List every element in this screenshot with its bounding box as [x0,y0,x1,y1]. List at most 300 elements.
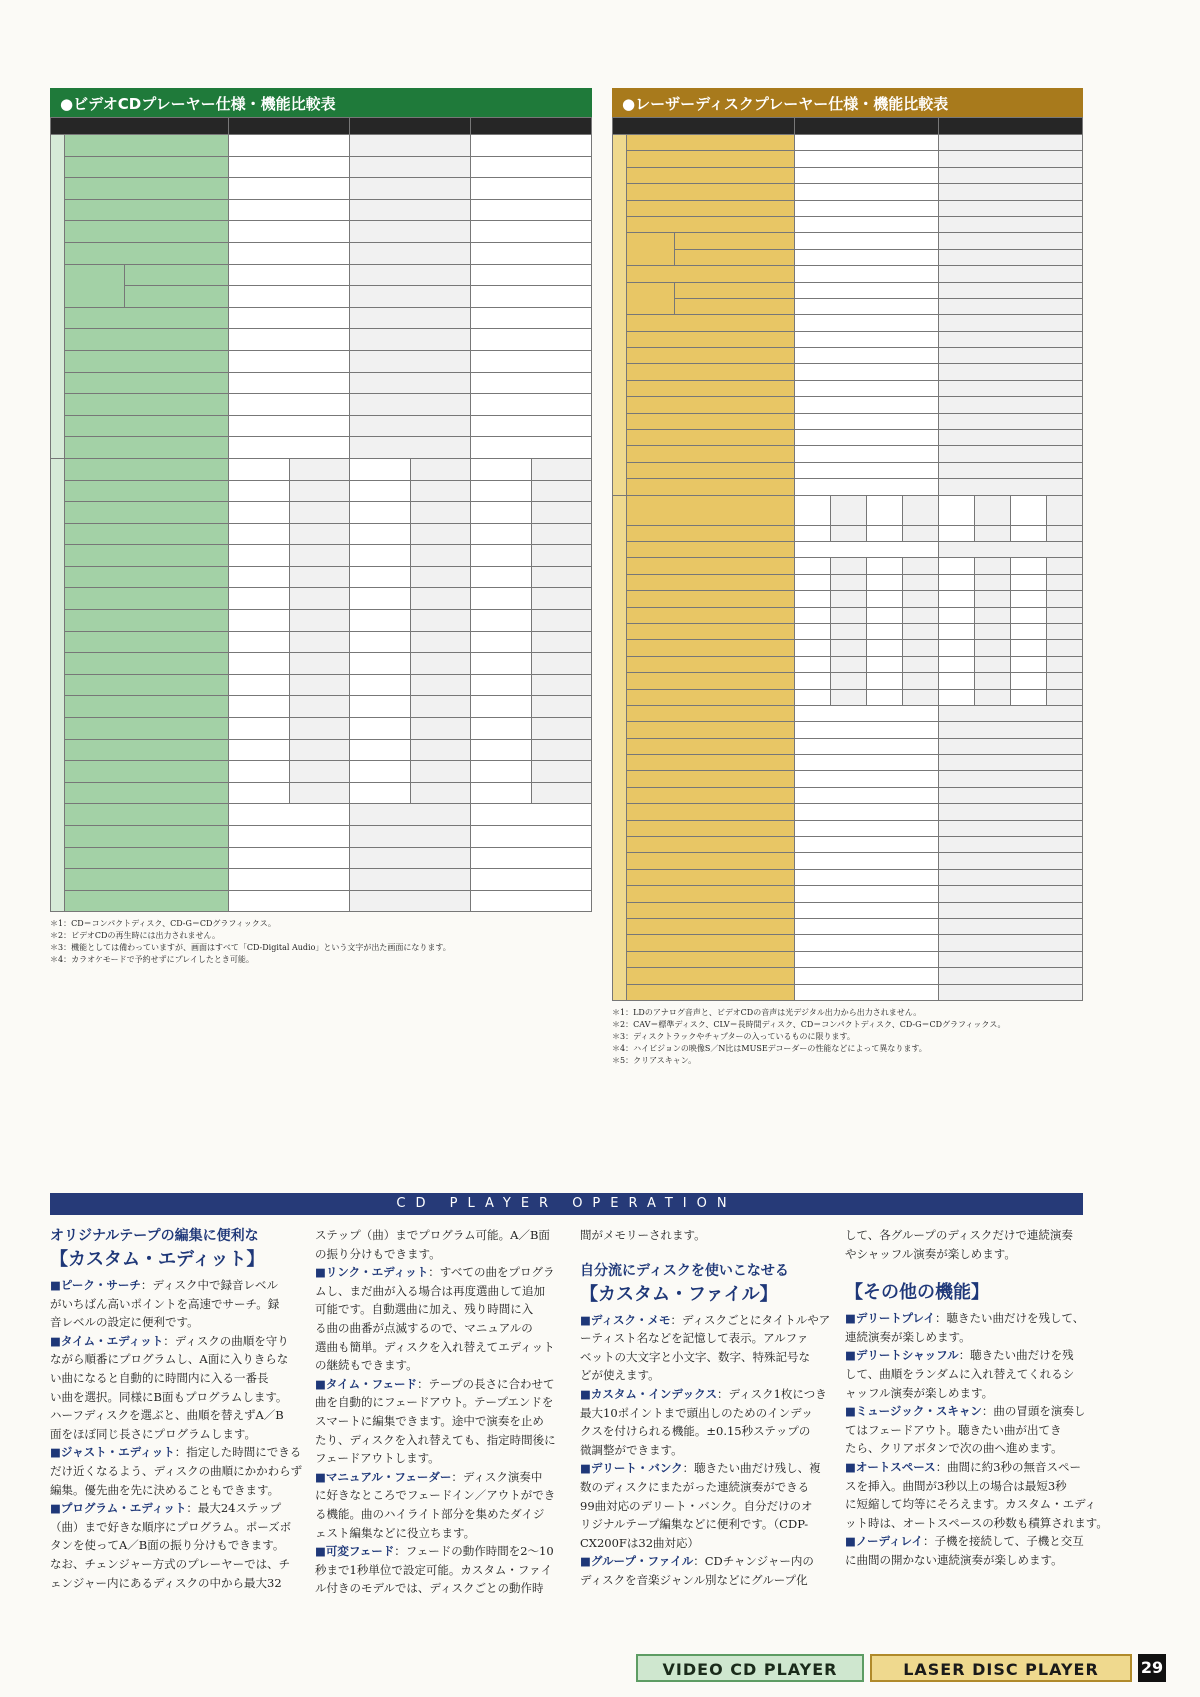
format-column [975,495,1011,525]
value-cell [795,804,939,820]
body-line: リジナルテープ編集などに便利です。（CDP- [580,1517,809,1532]
value-cell [903,574,939,590]
value-cell [350,350,471,372]
value-cell [795,151,939,167]
table-row [51,264,592,286]
value-cell [471,653,532,675]
row-label [627,266,795,282]
row-label [65,826,229,848]
value-cell [289,782,350,804]
value-cell [410,718,471,740]
value-cell [471,631,532,653]
feature-line [315,1263,555,1282]
row-label [627,673,795,689]
value-cell [939,167,1083,183]
row-label [627,689,795,705]
format-column [229,458,290,480]
table-row [613,200,1083,216]
row-label [65,221,229,243]
value-cell [795,331,939,347]
table-row [51,118,592,135]
value-cell [939,951,1083,967]
value-cell [939,479,1083,495]
feature-name: ■グループ・ファイル [580,1554,694,1569]
ld-comparison-panel [612,88,1083,1067]
vcd-comparison-panel [50,88,592,966]
row-label [627,135,795,151]
spacer [580,1245,820,1261]
feature-text: ：曲の冒頭を演奏し [981,1404,1086,1419]
value-cell [350,610,411,632]
row-label [627,837,795,853]
value-cell [229,286,350,308]
value-cell [471,415,592,437]
value-cell [795,853,939,869]
value-cell [939,541,1083,557]
body-line: の継続もできます。 [315,1358,418,1373]
value-cell [939,853,1083,869]
row-label [627,397,795,413]
value-cell [939,935,1083,951]
section-subtitle: オリジナルテープの編集に便利な [50,1228,259,1244]
value-cell [939,380,1083,396]
table-row [51,610,592,632]
value-cell [975,623,1011,639]
body-line: る曲の曲番が点滅するので、マニュアルの [315,1320,533,1335]
value-cell [939,558,975,574]
value-cell [939,591,975,607]
table-row [613,607,1083,623]
feature-line [845,1346,1085,1365]
value-cell [229,135,350,157]
value-cell [531,545,592,567]
value-cell [350,242,471,264]
feature-name: ■デリート・バンク [580,1461,683,1476]
value-cell [939,755,1083,771]
value-cell [939,216,1083,232]
row-label [65,415,229,437]
table-row [613,135,1083,151]
value-cell [939,787,1083,803]
row-label [65,242,229,264]
value-cell [1047,574,1083,590]
value-cell [939,266,1083,282]
value-cell [795,525,831,541]
row-label [125,286,229,308]
row-label [627,607,795,623]
feature-text: ：聴きたい曲だけ残し、複 [682,1461,821,1476]
body-line: して、各グループのディスクだけで連続演奏 [845,1228,1073,1242]
value-cell [867,656,903,672]
value-cell [795,167,939,183]
value-cell [229,264,350,286]
table-row [51,307,592,329]
value-cell [289,502,350,524]
body-line: ベットの大文字と小文字、数字、特殊記号な [580,1349,810,1364]
feature-text: ：CDチャンジャー内の [693,1554,814,1569]
value-cell [795,918,939,934]
value-cell [939,348,1083,364]
table-row [613,430,1083,446]
value-cell [795,397,939,413]
table-row [613,722,1083,738]
body-line: ながら順番にプログラムし、A面に入りきらな [50,1352,289,1367]
value-cell [350,199,471,221]
row-label [627,820,795,836]
body-line: クスを付けられる機能。±0.15秒ステップの [580,1424,811,1439]
feature-line [845,1532,1085,1551]
value-cell [795,755,939,771]
footnote: ＊4：ハイビジョンの映像S／N比はMUSEデコーダーの性能などによって異なります。 [612,1043,927,1053]
value-cell [229,782,290,804]
table-row [613,249,1083,265]
value-cell [229,437,350,459]
table-row [613,282,1083,298]
format-column [1011,495,1047,525]
table-row [51,566,592,588]
value-cell [1047,558,1083,574]
value-cell [410,674,471,696]
value-cell [795,446,939,462]
value-cell [471,221,592,243]
func-side-label [613,495,627,1000]
feature-line [580,1385,827,1404]
value-cell [831,574,867,590]
vcd-footnotes [50,918,592,966]
value-cell [795,558,831,574]
value-cell [831,591,867,607]
value-cell [531,480,592,502]
feature-text: ：指定した時間にできる [174,1445,302,1460]
value-cell [471,588,532,610]
vcd-table-title: ●ビデオCDプレーヤー仕様・機能比較表 [50,88,592,117]
table-row [51,804,592,826]
value-cell [939,446,1083,462]
value-cell [795,413,939,429]
feature-text: ：テープの長さに合わせて [417,1376,555,1391]
table-row [51,221,592,243]
row-label [627,869,795,885]
value-cell [229,566,290,588]
value-cell [795,738,939,754]
value-cell [410,610,471,632]
value-cell [350,826,471,848]
value-cell [831,640,867,656]
ld-table-title: ●レーザーディスクプレーヤー仕様・機能比較表 [612,88,1083,117]
table-row [613,837,1083,853]
value-cell [795,902,939,918]
body-line: だけ近くなるよう、ディスクの曲順にかかわらず [50,1463,303,1478]
value-cell [229,372,350,394]
value-cell [229,221,350,243]
table-row [613,869,1083,885]
value-cell [939,151,1083,167]
vcd-resolution-group [627,282,675,315]
value-cell [1047,607,1083,623]
row-label [65,869,229,891]
value-cell [229,156,350,178]
value-cell [975,558,1011,574]
feature-name: ■カスタム・インデックス [580,1386,718,1401]
table-row [613,574,1083,590]
value-cell [1011,607,1047,623]
page-number: 29 [1138,1654,1166,1682]
value-cell [350,502,411,524]
value-cell [795,787,939,803]
table-row [613,886,1083,902]
value-cell [939,200,1083,216]
table-row [613,479,1083,495]
body-line: たり、ディスクを入れ替えても、指定時間後に [315,1432,556,1447]
value-cell [471,890,592,912]
table-row [613,771,1083,787]
value-cell [410,739,471,761]
row-label [627,216,795,232]
body-line: タンを使ってA／B面の振り分けもできます。 [50,1538,285,1553]
feature-name: ■プログラム・エディット [50,1501,187,1516]
table-row [613,984,1083,1000]
body-line: （曲）まで好きな順序にプログラム。ポーズボ [50,1519,292,1534]
row-label [65,458,229,480]
value-cell [289,566,350,588]
value-cell [1011,558,1047,574]
operation-section-band: CD PLAYER OPERATION [50,1193,1083,1215]
table-row [613,787,1083,803]
model-name [795,118,939,135]
value-cell [795,282,939,298]
value-cell [795,315,939,331]
row-label [65,847,229,869]
value-cell [795,541,939,557]
table-row [613,298,1083,314]
table-row [51,156,592,178]
value-cell [795,705,939,721]
row-label [627,348,795,364]
table-row [613,935,1083,951]
value-cell [531,761,592,783]
row-label [65,610,229,632]
table-row [51,545,592,567]
value-cell [795,430,939,446]
table-row [613,640,1083,656]
value-cell [1047,689,1083,705]
value-cell [795,249,939,265]
value-cell [975,656,1011,672]
table-row [51,653,592,675]
feature-line [580,1459,820,1478]
row-label [627,525,795,541]
value-cell [1047,525,1083,541]
format-column [831,495,867,525]
value-cell [867,558,903,574]
row-label [627,591,795,607]
row-label [65,156,229,178]
value-cell [410,696,471,718]
value-cell [795,968,939,984]
format-column [289,458,350,480]
value-cell [939,673,975,689]
row-label [65,307,229,329]
value-cell [795,673,831,689]
value-cell [531,588,592,610]
value-cell [1047,623,1083,639]
video-cd-player-tab[interactable]: VIDEO CD PLAYER [636,1654,864,1682]
body-line: に短縮して均等にそろえます。カスタム・エディ [845,1497,1097,1512]
value-cell [939,331,1083,347]
table-row [613,364,1083,380]
value-cell [229,890,350,912]
body-line: ャッフル演奏が楽しめます。 [845,1385,994,1400]
value-cell [795,348,939,364]
body-line: 最大10ポイントまで頭出しのためのインデッ [580,1405,813,1420]
row-label [627,902,795,918]
value-cell [350,437,471,459]
value-cell [1011,689,1047,705]
value-cell [289,674,350,696]
body-line: に曲間の開かない連続演奏が楽しめます。 [845,1552,1063,1567]
value-cell [939,298,1083,314]
value-cell [795,869,939,885]
feature-text: ：ディスク1枚につき [717,1386,827,1401]
feature-name: ■ディスク・メモ [580,1312,671,1327]
table-row [613,918,1083,934]
table-row [613,623,1083,639]
value-cell [975,689,1011,705]
spec-side-label [51,135,65,459]
body-line: 微調整ができます。 [580,1442,683,1457]
value-cell [350,178,471,200]
value-cell [975,640,1011,656]
value-cell [350,718,411,740]
row-label [65,804,229,826]
table-row [51,696,592,718]
value-cell [289,653,350,675]
table-row [613,315,1083,331]
spec-side-label [613,135,627,496]
value-cell [831,623,867,639]
laser-disc-player-tab[interactable]: LASER DISC PLAYER [870,1654,1132,1682]
value-cell [795,607,831,623]
table-row [51,350,592,372]
body-line: 連続演奏が楽しめます。 [845,1329,971,1344]
table-row [613,689,1083,705]
value-cell [531,782,592,804]
ld-spec-table [612,117,1083,1001]
feature-name: ■ミュージック・スキャン [845,1404,982,1419]
body-line: スマートに編集できます。途中で演奏を止め [315,1413,544,1428]
value-cell [939,249,1083,265]
value-cell [939,738,1083,754]
value-cell [410,653,471,675]
value-cell [471,761,532,783]
value-cell [289,588,350,610]
value-cell [229,545,290,567]
table-row [613,184,1083,200]
body-line: 面をほぼ同じ長さにプログラムします。 [50,1426,256,1441]
row-label [65,588,229,610]
value-cell [410,545,471,567]
table-row [613,656,1083,672]
value-cell [289,739,350,761]
value-cell [229,674,290,696]
feature-text: ：曲間に約3秒の無音スペー [935,1459,1082,1474]
value-cell [939,918,1083,934]
value-cell [939,771,1083,787]
value-cell [471,523,532,545]
value-cell [939,233,1083,249]
value-cell [975,525,1011,541]
feature-text: ：ディスク演奏中 [451,1469,543,1484]
value-cell [867,525,903,541]
value-cell [1047,656,1083,672]
value-cell [795,364,939,380]
row-label [675,233,795,249]
value-cell [531,718,592,740]
value-cell [350,135,471,157]
table-row [51,761,592,783]
feature-line [315,1468,555,1487]
value-cell [471,502,532,524]
value-cell [350,307,471,329]
value-cell [350,782,411,804]
value-cell [939,430,1083,446]
value-cell [867,673,903,689]
value-cell [939,656,975,672]
table-row [51,178,592,200]
body-line: して、曲順をランダムに入れ替えてくれるシ [845,1366,1075,1381]
table-row [613,233,1083,249]
value-cell [939,689,975,705]
value-cell [229,350,350,372]
row-label [65,350,229,372]
table-row [51,523,592,545]
feature-text: ：すべての曲をプログラ [428,1265,555,1280]
value-cell [1011,591,1047,607]
value-cell [229,696,290,718]
value-cell [531,674,592,696]
value-cell [229,653,290,675]
table-row [613,167,1083,183]
table-row [51,739,592,761]
table-row [51,890,592,912]
value-cell [939,820,1083,836]
body-line: ェンジャー内にあるディスクの中から最大32 [50,1575,282,1590]
row-label [627,200,795,216]
table-row [613,151,1083,167]
feature-text: ：最大24ステップ [186,1501,282,1516]
value-cell [795,837,939,853]
value-cell [831,607,867,623]
table-row [613,591,1083,607]
value-cell [471,847,592,869]
body-line: なお、チェンジャー方式のプレーヤーでは、チ [50,1556,291,1571]
feature-line [50,1499,290,1518]
row-label [627,479,795,495]
row-label [627,640,795,656]
table-row [613,705,1083,721]
value-cell [350,761,411,783]
value-cell [471,135,592,157]
value-cell [229,761,290,783]
value-cell [795,479,939,495]
operation-column-1 [50,1226,303,1592]
row-label [627,315,795,331]
value-cell [531,653,592,675]
value-cell [531,523,592,545]
value-cell [350,372,471,394]
value-cell [471,156,592,178]
row-label [65,631,229,653]
